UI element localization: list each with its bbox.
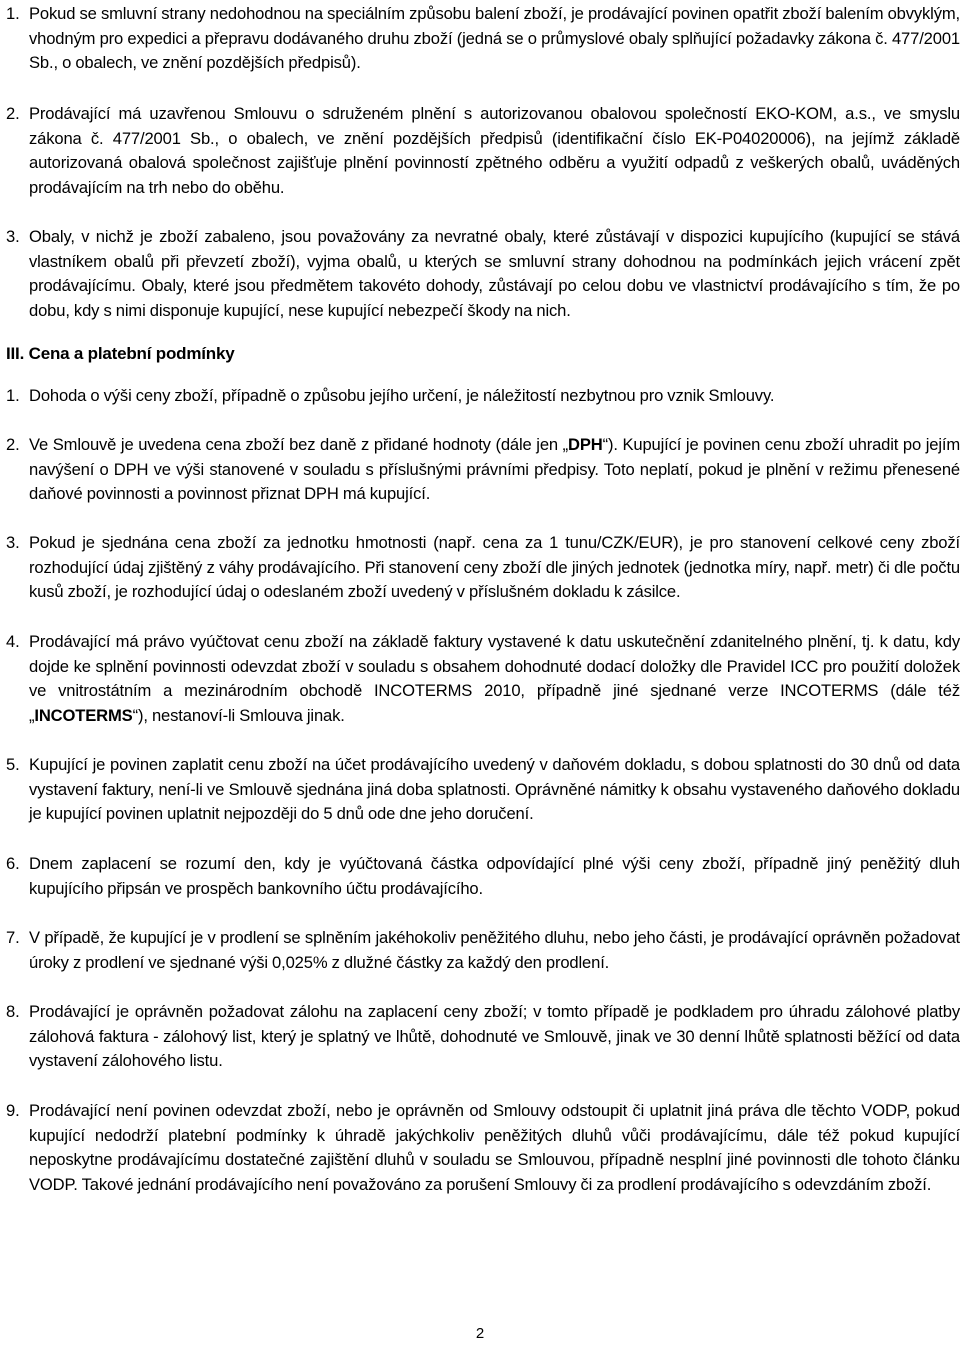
clause-text-part: Ve Smlouvě je uvedena cena zboží bez daně z přidané hodnoty (dále jen „: [29, 435, 569, 454]
clause-number: 2.: [6, 104, 20, 123]
clause-number: 6.: [6, 854, 20, 873]
clause-text: V případě, že kupující je v prodlení se splněním jakéhokoliv peněžitého dluhu, nebo jeho části, je prodávající oprávněn požadovat úroky z prodlení ve sjednané výši 0,025% z dlužné částky za každý den prodlení.: [29, 928, 960, 972]
clause-number: 3.: [6, 227, 20, 246]
clause-text: Prodávající je oprávněn požadovat zálohu na zaplacení ceny zboží; v tomto případě je podkladem pro úhradu zálohové platby zálohová faktura - zálohový list, který je splatný ve lhůtě, dohodnuté ve Smlouvě, jinak ve 30 denní lhůtě splatnosti běžící od data vystavení zálohového listu.: [29, 1002, 960, 1071]
clause-number: 8.: [6, 1002, 20, 1021]
section-heading: III. Cena a platební podmínky: [6, 344, 235, 363]
price-clause-8: [6, 1000, 960, 1074]
clause-number: 5.: [6, 755, 20, 774]
clause-text: Pokud je sjednána cena zboží za jednotku hmotnosti (např. cena za 1 tunu/CZK/EUR), je pro stanovení celkové ceny zboží rozhodující údaj zjištěný z váhy prodávajícího. Při stanovení ceny zboží dle jiných jednotek (jednotka míry, např. metr) či dle počtu kusů zboží, je rozhodující údaj o odeslaném zboží uvedený v příslušném dokladu k zásilce.: [29, 533, 960, 602]
page-number: 2: [475, 1325, 485, 1342]
clause-number: 1.: [6, 386, 20, 405]
price-clause-4: [6, 630, 960, 728]
clause-number: 2.: [6, 435, 20, 454]
price-clause-3: [6, 531, 960, 605]
defined-term: DPH: [568, 435, 603, 454]
clause-number: 7.: [6, 928, 20, 947]
price-clause-2: [6, 433, 960, 507]
clause-text-part: “). Kupující je povinen cenu zboží uhradit po jejím navýšení o DPH ve výši stanovené v souladu s příslušnými právními předpisy. Toto neplatí, pokud je plnění v režimu přenesené daňové povinnosti a povinnost přiznat DPH má kupující.: [29, 435, 960, 504]
clause-number: 9.: [6, 1101, 20, 1120]
clause-text: Obaly, v nichž je zboží zabaleno, jsou považovány za nevratné obaly, které zůstávají v dispozici kupujícího (kupující se stává vlastníkem obalů při převzetí zboží), vyjma obalů, u kterých se smluvní strany dohodnou na podmínkách jejich vrácení zpět prodávajícímu. Obaly, které jsou předmětem takovéto dohody, zůstávají po celou dobu ve vlastnictví prodávajícího s tím, že po dobu, kdy s nimi disponuje kupující, nese kupující nebezpečí škody na nich.: [29, 227, 960, 320]
clause-text: Prodávající není povinen odevzdat zboží, nebo je oprávněn od Smlouvy odstoupit či uplatnit jiná práva dle těchto VODP, pokud kupující nedodrží platební podmínky k úhradě jakýchkoliv peněžitých dluhů vůči prodávajícímu, dále též pokud kupující neposkytne prodávajícímu dostatečné zajištění dluhů v souladu se Smlouvou, případně nesplní jiné povinnosti dle tohoto článku VODP. Takové jednání prodávajícího není považováno za porušení Smlouvy či za prodlení prodávajícího s odevzdáním zboží.: [29, 1101, 960, 1194]
price-clause-6: [6, 852, 960, 901]
clause-text-part: “), nestanoví-li Smlouva jinak.: [132, 705, 345, 725]
clause-number: 4.: [6, 632, 20, 651]
packaging-clause-2: [6, 102, 960, 200]
price-clause-9: [6, 1099, 960, 1197]
clause-text: Pokud se smluvní strany nedohodnou na speciálním způsobu balení zboží, je prodávající povinen opatřit zboží balením obvyklým, vhodným pro expedici a přepravu dodávaného druhu zboží (jedná se o průmyslové obaly splňující požadavky zákona č. 477/2001 Sb., o obalech, ve znění pozdějších předpisů).: [29, 4, 960, 73]
packaging-clause-3: [6, 225, 960, 323]
clause-number: 1.: [6, 4, 20, 23]
packaging-clause-1: [6, 2, 960, 76]
document-page: [6, 0, 960, 1345]
defined-term: INCOTERMS: [34, 705, 133, 725]
clause-text: Dohoda o výši ceny zboží, případně o způsobu jejího určení, je náležitostí nezbytnou pro vznik Smlouvy.: [29, 386, 775, 405]
price-clause-1: [6, 384, 960, 409]
clause-text: Kupující je povinen zaplatit cenu zboží na účet prodávajícího uvedený v daňovém dokladu, s dobou splatnosti do 30 dnů od data vystavení faktury, není-li ve Smlouvě sjednána jiná doba splatnosti. Oprávněné námitky k obsahu vystaveného daňového dokladu je kupující povinen uplatnit nejpozději do 5 dnů ode dne jeho doručení.: [29, 755, 960, 824]
price-clause-7: [6, 926, 960, 975]
price-clause-5: [6, 753, 960, 827]
clause-number: 3.: [6, 533, 20, 552]
clause-text: Dnem zaplacení se rozumí den, kdy je vyúčtovaná částka odpovídající plné výši ceny zboží, případně jiný peněžitý dluh kupujícího připsán ve prospěch bankovního účtu prodávajícího.: [29, 854, 960, 898]
clause-text-part: Prodávající má právo vyúčtovat cenu zboží na základě faktury vystavené k datu uskutečnění zdanitelného plnění, tj. k datu, kdy dojde ke splnění povinnosti odevzdat zboží v souladu s obsahem dohodnuté dodací doložky dle Pravidel ICC pro použití doložek ve vnitrostátním a mezinárodním obchodě INCOTERMS 2010, případně jiné sjednané verze INCOTERMS (dále též „: [29, 632, 960, 725]
clause-text: Prodávající má uzavřenou Smlouvu o sdruženém plnění s autorizovanou obalovou společností EKO-KOM, a.s., ve smyslu zákona č. 477/2001 Sb., o obalech, ve znění pozdějších předpisů (identifikační číslo EK-P04020006), na jejímž základě autorizovaná obalová společnost zajišťuje plnění povinností zpětného odběru a využití odpadů z veškerých obalů, uváděných prodávajícím na trh nebo do oběhu.: [29, 104, 960, 197]
